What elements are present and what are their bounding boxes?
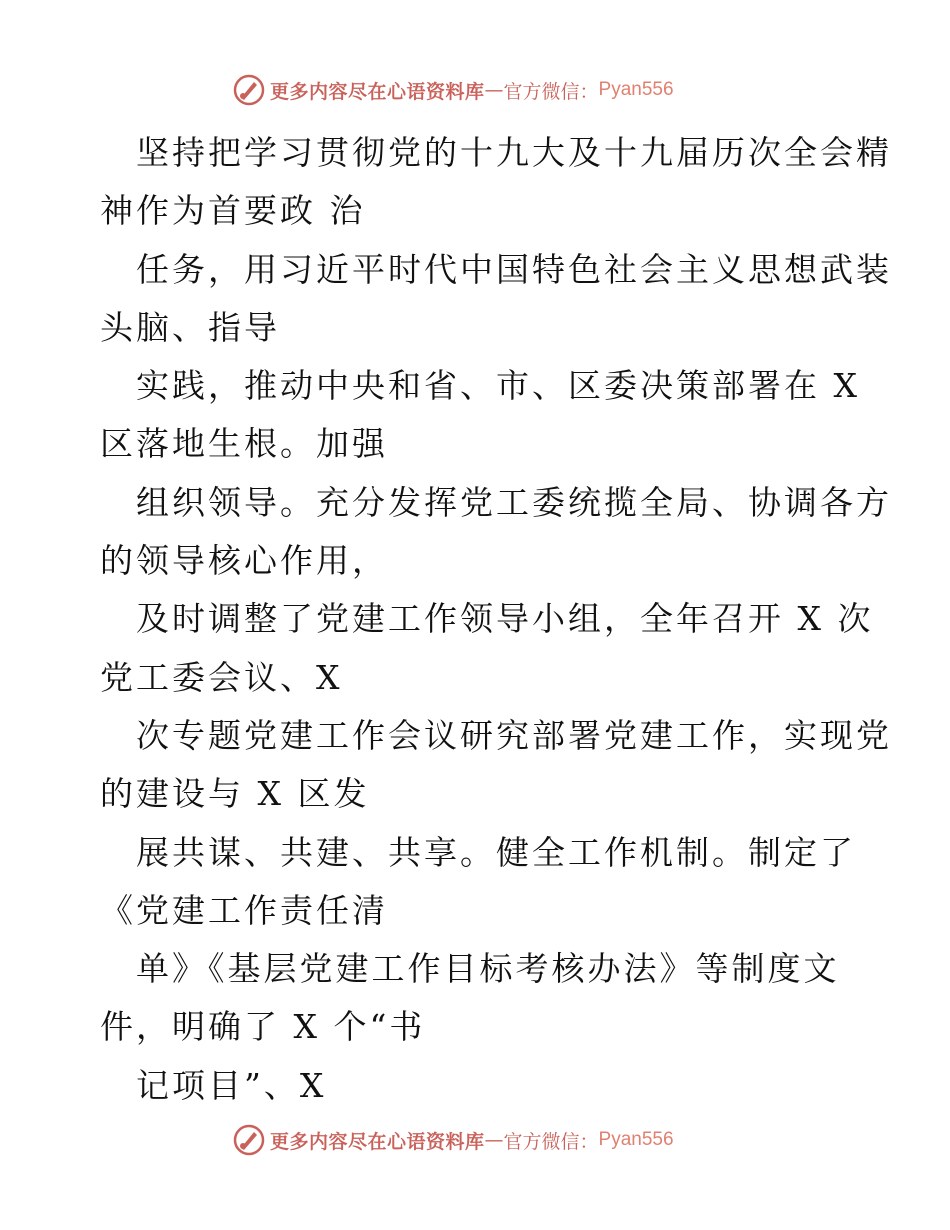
text-line: 记项目”、X: [136, 1065, 327, 1105]
text-line: 党工委会议、X: [100, 657, 343, 697]
text-line: 及时调整了党建工作领导小组，全年召开 X 次: [136, 599, 874, 639]
text-line: 的领导核心作用，: [100, 541, 388, 581]
text-line: 次专题党建工作会议研究部署党建工作，实现党: [136, 715, 892, 755]
text-line: 区落地生根。加强: [100, 424, 388, 464]
text-line: 头脑、指导: [100, 307, 280, 347]
text-line: 实践，推动中央和省、市、区委决策部署在 X: [136, 366, 860, 406]
watermark-wechat-id: Pyan556: [598, 79, 674, 100]
text-line: 单》《基层党建工作目标考核办法》等制度文: [136, 949, 840, 989]
quill-logo-icon: [232, 1123, 266, 1157]
quill-logo-icon: [232, 73, 266, 107]
watermark-site-text: 更多内容尽在心语资料库: [270, 1130, 485, 1153]
watermark-dash: —: [484, 1129, 504, 1151]
text-line: 神作为首要政 治: [100, 191, 366, 231]
document-body: [100, 124, 892, 1115]
watermark-wechat-label: 官方微信：: [503, 80, 599, 103]
text-line: 组织领导。充分发挥党工委统揽全局、协调各方: [136, 482, 892, 522]
watermark-dash: —: [484, 79, 504, 101]
watermark-site-text: 更多内容尽在心语资料库: [270, 80, 485, 103]
header-watermark: [232, 70, 752, 110]
text-line: 的建设与 X 区发: [100, 774, 370, 814]
text-line: 《党建工作责任清: [100, 890, 388, 930]
text-line: 件，明确了 X 个“书: [100, 1007, 426, 1047]
text-line: 坚持把学习贯彻党的十九大及十九届历次全会精: [136, 133, 892, 172]
watermark-wechat-id: Pyan556: [598, 1129, 674, 1150]
footer-watermark: [232, 1120, 752, 1160]
text-line: 任务，用习近平时代中国特色社会主义思想武装: [136, 249, 892, 289]
text-line: 展共谋、共建、共享。健全工作机制。制定了: [136, 832, 856, 872]
watermark-wechat-label: 官方微信：: [503, 1130, 599, 1153]
